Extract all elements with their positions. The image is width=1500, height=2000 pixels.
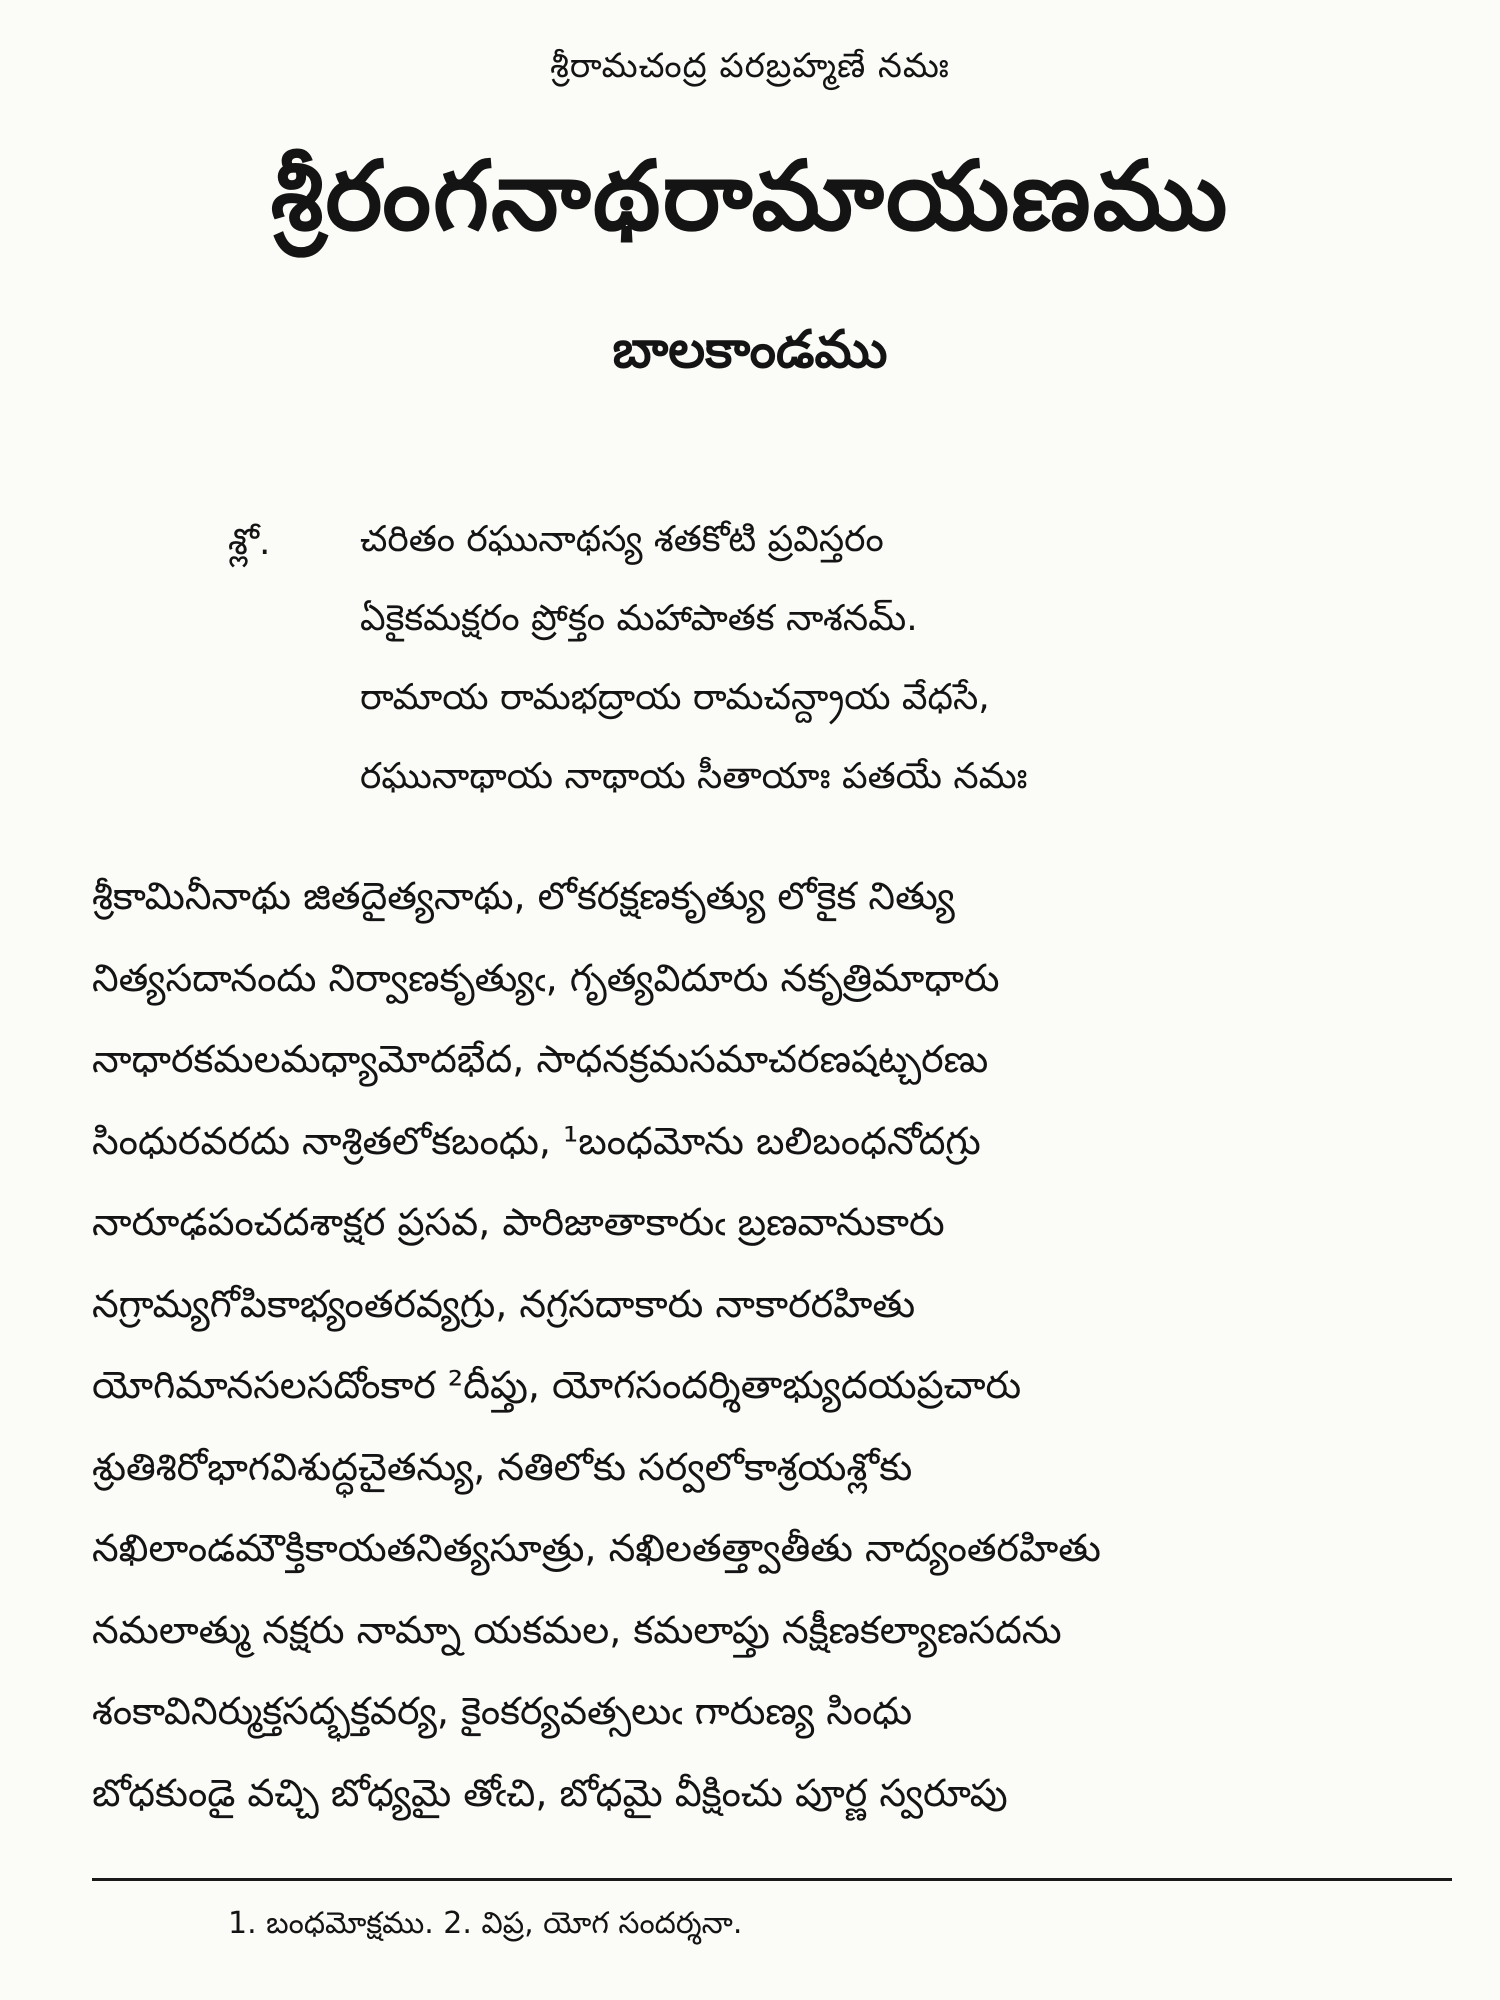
sloka-block xyxy=(360,518,1410,834)
verse-line: సింధురవరదు నాశ్రితలోకబంధు, ¹బంధమోను బలిబంధనోదగ్రు xyxy=(92,1118,981,1163)
verse-line: నాధారకమలమధ్యామోదభేద, సాధనక్రమసమాచరణషట్చరణు xyxy=(92,1037,989,1081)
sloka-line: రామాయ రామభద్రాయ రామచన్ద్రాయ వేధసే, xyxy=(360,677,990,718)
sloka-line: చరితం రఘునాథస్య శతకోటి ప్రవిస్తరం xyxy=(360,519,884,560)
verse-line: నమలాత్ము నక్షరు నామ్నా యకమల, కమలాప్తు నక్షీణకల్యాణసదను xyxy=(92,1607,1062,1652)
sloka-label: శ్లో. xyxy=(228,522,271,563)
verse-line: నఖిలాండమౌక్తికాయతనిత్యసూత్రు, నఖిలతత్త్వాతీతు నాద్యంతరహితు xyxy=(92,1526,1101,1570)
sloka-line: ఏకైకమక్షరం ప్రోక్తం మహాపాతక నాశనమ్. xyxy=(360,598,918,639)
invocation-line: శ్రీరామచంద్ర పరబ్రహ్మణే నమః xyxy=(550,46,950,86)
verse-line: బోధకుండై వచ్చి బోధ్యమై తోఁచి, బోధమై వీక్షించు పూర్ణ స్వరూపు xyxy=(92,1770,1008,1815)
verse-block xyxy=(92,872,1452,1850)
verse-line: శ్రుతిశిరోభాగవిశుద్ధచైతన్యు, నతిలోకు సర్వలోకాశ్రయశ్లోకు xyxy=(92,1444,913,1489)
sloka-line: రఘునాథాయ నాథాయ సీతాయాః పతయే నమః xyxy=(360,756,1028,797)
verse-line: నారూఢపంచదశాక్షర ప్రసవ, పారిజాతాకారుఁ బ్రణవానుకారు xyxy=(92,1200,945,1244)
footnote: 1. బంధమోక్షము. 2. విప్ర, యోగ సందర్శనా. xyxy=(228,1906,743,1941)
page-title: శ్రీరంగనాథరామాయణము xyxy=(270,140,1230,252)
section-title: బాలకాండము xyxy=(612,320,888,380)
footnote-divider xyxy=(92,1878,1452,1881)
verse-line: యోగిమానసలసదోంకార ²దీప్తు, యోగసందర్శితాభ్యుదయప్రచారు xyxy=(92,1363,1022,1407)
verse-line: శ్రీకామినీనాథు జితదైత్యనాథు, లోకరక్షణకృత్యు లోకైక నిత్యు xyxy=(92,874,955,918)
verse-line: శంకావినిర్ముక్తసద్భక్తవర్య, కైంకర్యవత్సలుఁ గారుణ్య సింధు xyxy=(92,1689,913,1733)
verse-line: నగ్రామ్యగోపికాభ్యంతరవ్యగ్రు, నగ్రసదాకారు నాకారరహితు xyxy=(92,1281,916,1326)
verse-line: నిత్యసదానందు నిర్వాణకృత్యుఁ, గృత్యవిదూరు నకృత్రిమాధారు xyxy=(92,955,1000,1000)
